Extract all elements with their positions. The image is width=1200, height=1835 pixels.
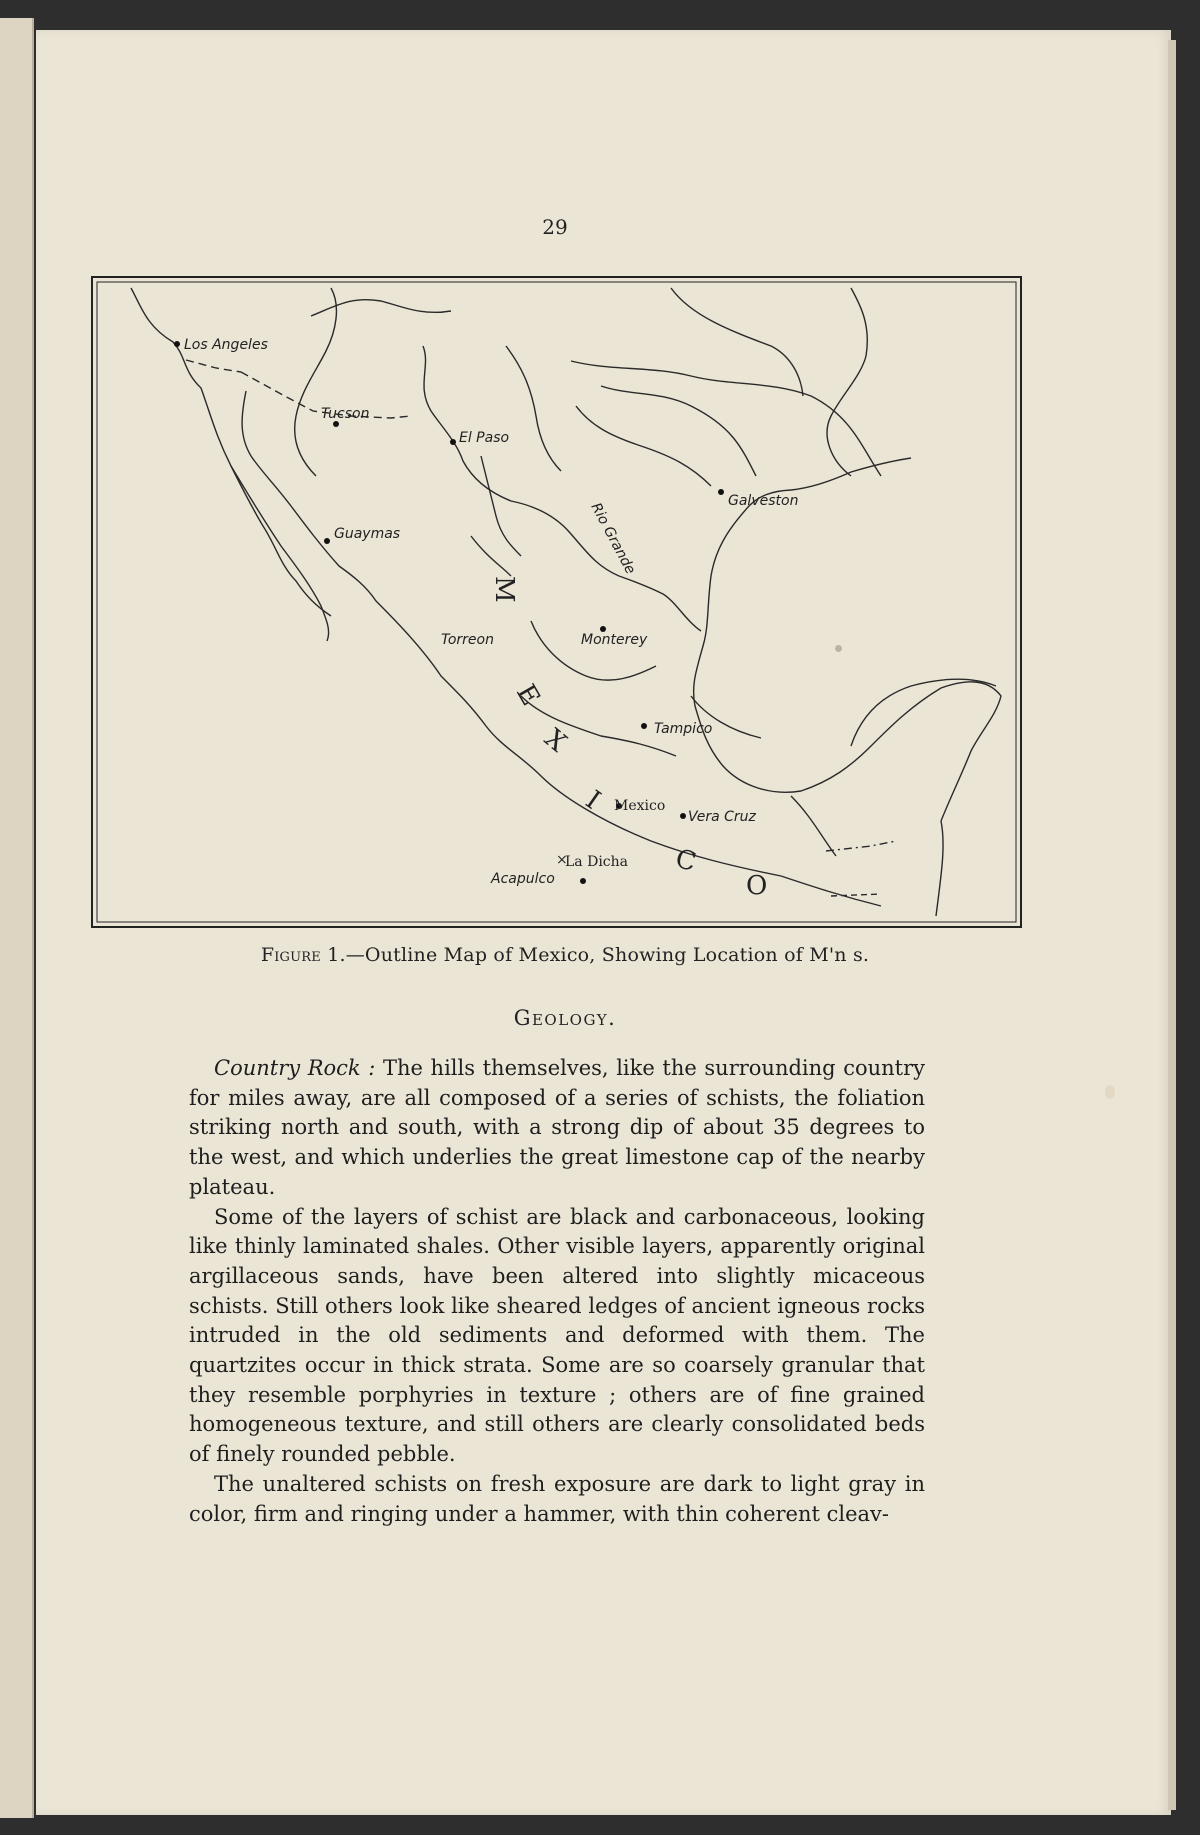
river-conchos [481,456,521,556]
label-tampico: Tampico [654,721,713,737]
paper-speck [835,645,842,652]
facing-page-edge [0,18,34,1818]
label-acapulco: Acapulco [491,871,555,887]
label-los-angeles: Los Angeles [184,337,268,353]
paragraph-1-lead: Country Rock : [214,1056,376,1080]
label-mexico: Mexico [614,798,666,814]
border-west [186,360,241,372]
label-galveston: Galveston [728,493,799,509]
page-number: 29 [542,215,568,239]
figure-label: Figure 1. [260,944,346,966]
paragraph-2: Some of the layers of schist are black and carbonaceous, looking like thinly laminated shales. Other visible layers, apparently original argillaceous sands, have been altered into slightly micaceous schists. Still others look like sheared ledges of ancient igneous rocks intruded in the old sediments and deformed with them. The quartzites occur in thick strata. Some are so coarsely granular that they resemble porphyries in texture ; others are of fine grained homogeneous texture, and still others are clearly consolidated beds of finely rounded pebble. [189,1204,925,1467]
label-monterey: Monterey [581,632,648,648]
dot-vera-cruz [680,813,686,819]
river-texas-3 [576,406,711,486]
label-la-dicha: La Dicha [565,854,628,870]
dot-tampico [641,723,647,729]
river-nazas [471,536,511,576]
label-el-paso: El Paso [459,430,510,446]
map-outer-border [92,277,1021,927]
river-colorado [295,288,337,476]
dot-el-paso [450,439,456,445]
map-letter-c: C [672,843,700,878]
border-guatemala [826,841,896,851]
label-vera-cruz: Vera Cruz [688,809,756,825]
map-letter-e: E [509,679,546,711]
map-figure [91,276,1022,928]
figure-caption [150,944,980,966]
river-lerma [531,621,656,680]
map-linework [131,288,1001,916]
page-fore-edge [1168,40,1176,1810]
label-guaymas: Guaymas [334,526,401,542]
paragraph-1 [189,1054,925,1203]
body-text [189,1054,925,1529]
dot-guaymas [324,538,330,544]
dot-los-angeles [174,341,180,347]
river-usumacinta [791,796,836,856]
map-letter-x: X [538,723,572,759]
coast-gulf [694,458,1001,821]
river-texas-4 [671,288,803,396]
dot-galveston [718,489,724,495]
paper-stain [1105,1085,1115,1099]
label-torreon: Torreon [441,632,494,648]
paragraph-1-body: The hills themselves, like the surrounding country for miles away, are all composed of a series of schists, the foliation striking north and south, with a strong dip of about 35 degrees to the west, and which underlies the great limestone cap of the nearby plateau. [189,1056,926,1199]
figure-caption-text: —Outline Map of Mexico, Showing Location of M'n s. [345,944,870,966]
river-pecos [506,346,561,471]
coast-yucatan [851,679,996,746]
label-rio-grande: Rio Grande [587,500,639,577]
label-tucson: Tucson [321,406,370,422]
mexico-outline-map [91,276,1022,928]
river-gila [311,300,451,316]
map-inner-border [97,282,1016,922]
map-letter-i: I [579,785,606,816]
paragraph-3: The unaltered schists on fresh exposure are dark to light gray in color, firm and ringing under a hammer, with thin coherent cleav- [189,1471,925,1526]
coast-mainland-pacific [242,391,881,906]
coast-belize [936,821,943,916]
dot-acapulco [580,878,586,884]
la-dicha-cross: × [556,852,568,868]
river-texas-2 [601,386,756,476]
river-rio-grande [423,346,701,631]
river-red [827,288,867,476]
section-heading: Geology. [513,1006,617,1030]
map-letter-m: M [489,576,519,603]
map-letter-o: O [746,871,768,901]
